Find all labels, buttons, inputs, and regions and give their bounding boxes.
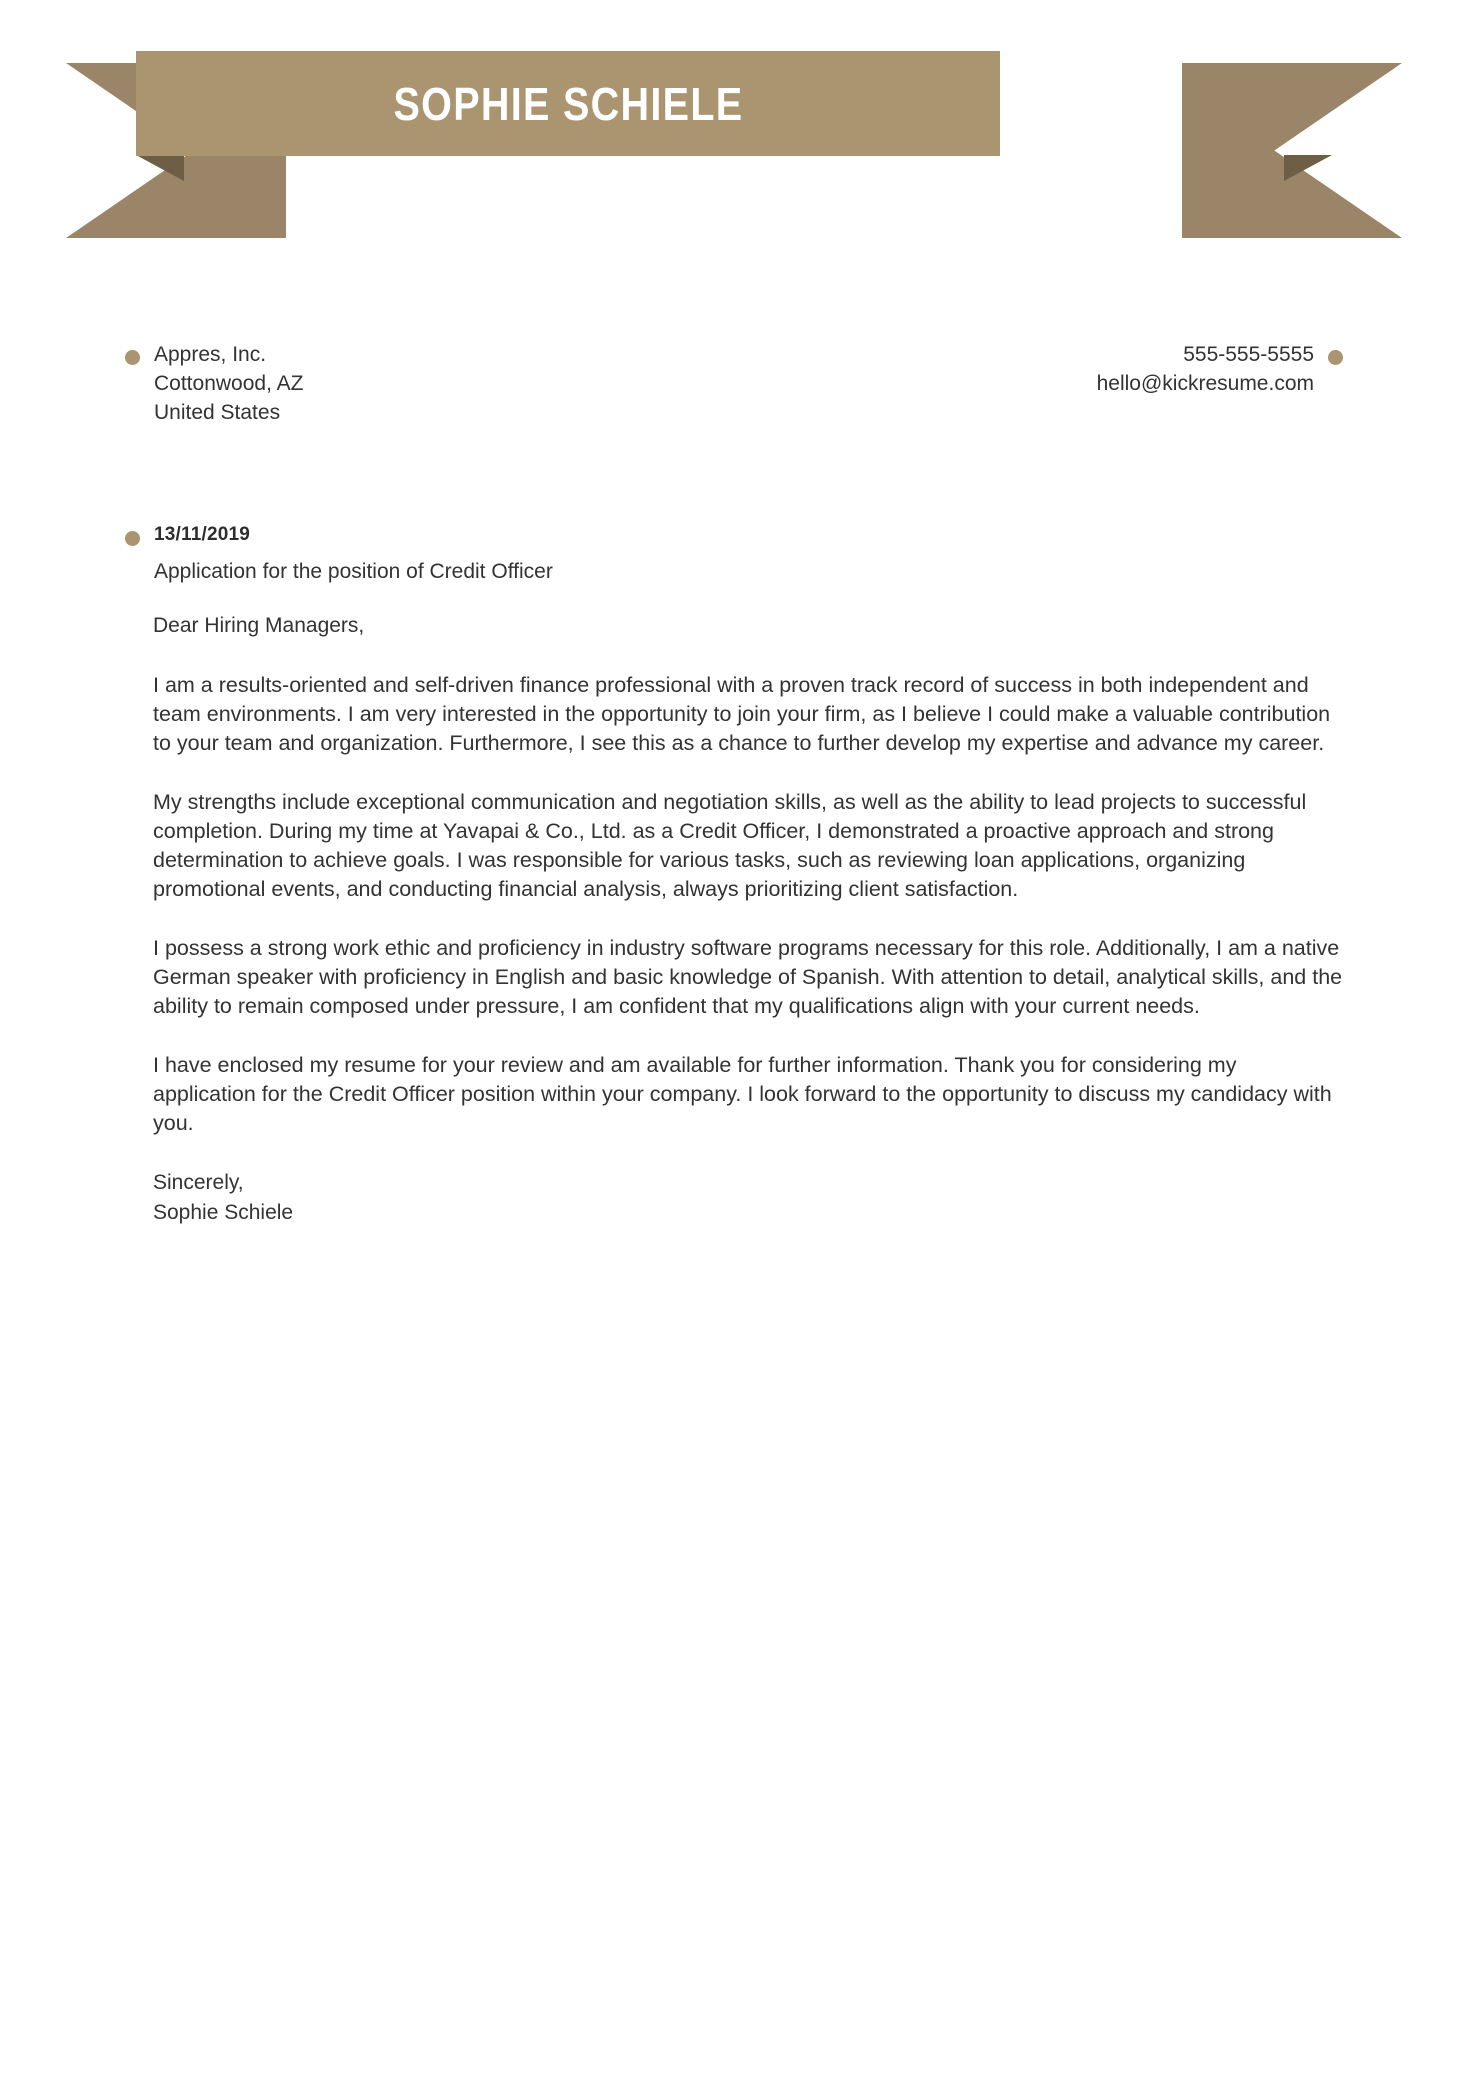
sender-contact-block <box>1097 340 1343 398</box>
recipient-address <box>154 340 303 427</box>
ribbon-tail-right-icon <box>1182 63 1402 238</box>
recipient-block <box>125 340 303 427</box>
letter-signature-name: Sophie Schiele <box>153 1201 294 1224</box>
bullet-dot-icon <box>125 350 140 365</box>
sender-email[interactable]: hello@kickresume.com <box>1096 372 1314 395</box>
date-subject-text <box>154 523 553 587</box>
bullet-dot-icon <box>125 531 140 546</box>
letter-paragraph: My strengths include exceptional communication and negotiation skills, as well as the ability to lead projects to successful completion. During my time at Yavapai & Co., Ltd. as a Credit Officer, I demonstrated a proactive approach and strong determination to achieve goals. I was responsible for various tasks, such as reviewing loan applications, organizing promotional events, and conducting financial analysis, always prioritizing client satisfaction. <box>153 790 1307 901</box>
letter-paragraph: I have enclosed my resume for your review and am available for further information. Thank you for considering my application for the Credit Officer position within your company. I look forward to the opportunity to discuss my candidacy with you. <box>153 1053 1332 1135</box>
recipient-company: Appres, Inc. <box>154 343 267 366</box>
letter-paragraph: I possess a strong work ethic and proficiency in industry software programs necessary for this role. Additionally, I am a native German speaker with proficiency in English and basic knowledge of Spanish. With attention to detail, analytical skills, and the ability to remain composed under pressure, I am confident that my qualifications align with your current needs. <box>153 936 1343 1018</box>
letter-body <box>153 611 1343 1228</box>
letter-subject: Application for the position of Credit Officer <box>154 560 553 583</box>
header-banner <box>0 0 1468 260</box>
bullet-dot-icon <box>1328 350 1343 365</box>
sender-phone[interactable]: 555-555-5555 <box>1183 343 1314 366</box>
recipient-city: Cottonwood, AZ <box>154 372 304 395</box>
letter-date: 13/11/2019 <box>154 524 251 545</box>
letter-paragraph: I am a results-oriented and self-driven finance professional with a proven track record of success in both independent and team environments. I am very interested in the opportunity to join your firm, as I believe I could make a valuable contribution to your team and organization. Furthermore, I see this as a chance to further develop my expertise and advance my career. <box>153 673 1331 755</box>
recipient-country: United States <box>154 401 281 424</box>
ribbon-main-panel <box>136 51 1000 156</box>
applicant-name: SOPHIE SCHIELE <box>393 77 743 130</box>
contact-row <box>125 340 1343 427</box>
letter-closing <box>153 1168 1343 1228</box>
date-subject-block <box>125 523 1343 587</box>
letter-sign-off: Sincerely, <box>153 1171 244 1194</box>
sender-contact-details <box>1097 340 1314 398</box>
letter-salutation: Dear Hiring Managers, <box>153 614 365 637</box>
